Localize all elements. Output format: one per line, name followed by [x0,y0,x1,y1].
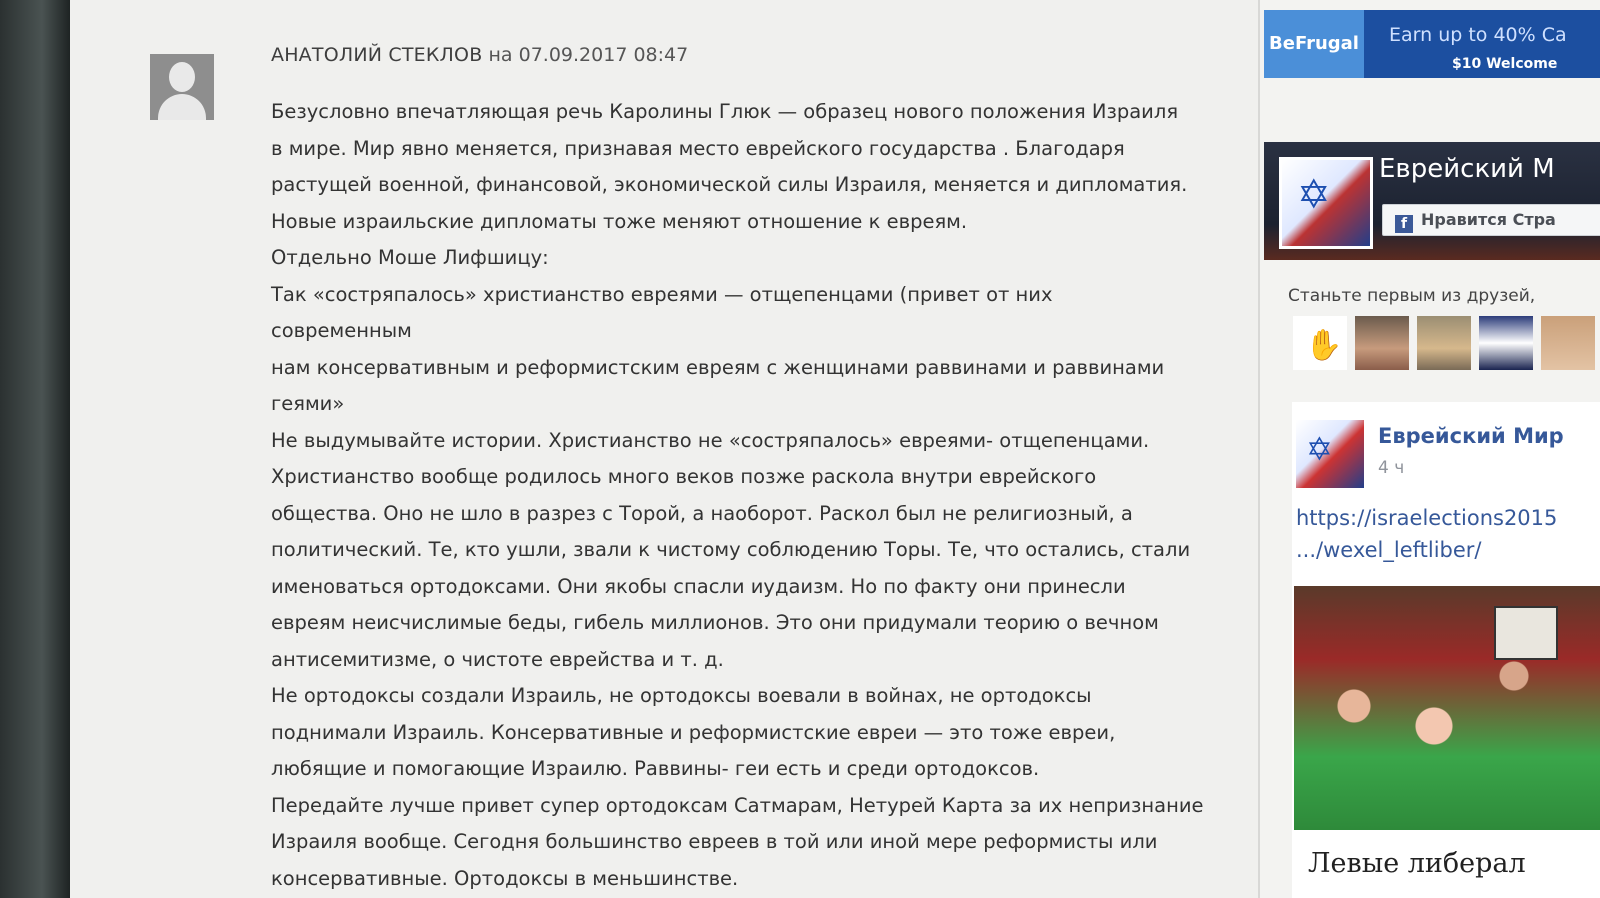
comment-on-label: на [488,44,513,66]
avatar [150,54,214,120]
ad-headline: Earn up to 40% Ca [1389,24,1567,46]
fb-post [1292,402,1600,898]
comment-line: Христианство вообще родилось много веков позже раскола внутри еврейского [271,465,1097,488]
fb-page-widget [1264,142,1600,260]
facebook-icon: f [1395,215,1413,233]
friend-avatar[interactable] [1417,316,1471,370]
comment-area [70,0,1258,898]
monitor-bezel [0,0,70,898]
friend-avatar[interactable] [1479,316,1533,370]
fb-like-button[interactable] [1382,204,1600,236]
star-of-david-icon: ✡ [1297,172,1331,218]
comment-datetime[interactable]: 07.09.2017 08:47 [518,44,689,66]
comment-line: политический. Те, кто ушли, звали к чистому соблюдению Торы. Те, что остались, стали [271,538,1191,561]
post-timestamp[interactable]: 4 ч [1378,458,1405,478]
comment-line: современным [271,319,412,342]
fb-page-title[interactable]: Еврейский М [1379,154,1555,184]
comment-line: Израиля вообще. Сегодня большинство евреев в той или иной мере реформисты или [271,830,1158,853]
protest-sign [1494,606,1558,660]
comment-line: Не выдумывайте истории. Христианство не «состряпалось» евреями- отщепенцами. [271,428,1150,452]
ad-logo: BeFrugal [1264,10,1364,78]
comment-line: поднимали Израиль. Консервативные и реформистские евреи — это тоже евреи, [271,720,1116,744]
post-image[interactable] [1294,586,1600,830]
comment-line: в мире. Мир явно меняется, признавая место еврейского государства . Благодаря [271,136,1125,160]
hand-icon: ✋ [1305,328,1343,363]
comment-line: евреям неисчислимые беды, гибель миллионов. Это они придумали теорию о вечном [271,611,1159,634]
comment-line: любящие и помогающие Израилю. Раввины- геи есть и среди ортодоксов. [271,757,1040,780]
friend-avatar[interactable] [1355,316,1409,370]
fb-friends-text: Станьте первым из друзей, [1288,286,1536,306]
comment-line: Не ортодоксы создали Израиль, не ортодоксы воевали в войнах, не ортодоксы [271,684,1092,707]
comment-line: Новые израильские дипломаты тоже меняют отношение к евреям. [271,209,968,233]
post-link-continued[interactable]: .../wexel_leftliber/ [1296,538,1482,562]
comment-line: Передайте лучше привет супер ортодоксам Сатмарам, Нетурей Карта за их непризнание [271,793,1204,817]
screen [70,0,1600,898]
comment-line: антисемитизме, о чистоте еврейства и т. д. [271,647,724,671]
comment-body [271,94,1204,897]
comment-line: геями» [271,392,345,415]
friend-avatar[interactable] [1293,316,1347,370]
sidebar [1260,0,1600,898]
post-caption[interactable]: Левые либерал [1308,848,1526,879]
post-page-avatar[interactable] [1296,420,1364,488]
star-of-david-icon: ✡ [1306,430,1333,468]
comment-line: Отдельно Моше Лифшицу: [271,246,549,269]
comment-line: Так «состряпалось» христианство евреями — отщепенцами (привет от них [271,282,1053,306]
post-page-name[interactable]: Еврейский Мир [1378,424,1564,448]
comment-line: общества. Оно не шло в разрез с Торой, а наоборот. Раскол был не религиозный, а [271,501,1133,525]
comment-line: нам консервативным и реформистским евреям с женщинами раввинами и раввинами [271,355,1165,379]
ad-banner[interactable] [1264,10,1600,78]
avatar-head-icon [169,62,195,92]
post-link[interactable]: https://israelections2015 [1296,506,1558,530]
comment-author[interactable]: АНАТОЛИЙ СТЕКЛОВ [271,44,483,66]
comment-line: именоваться ортодоксами. Они якобы спасли иудаизм. Но по факту они принесли [271,574,1126,598]
comment-line: консервативные. Ортодоксы в меньшинстве. [271,866,739,890]
comment-line: Безусловно впечатляющая речь Каролины Глюк — образец нового положения Израиля [271,100,1179,123]
fb-like-label: Нравится Стра [1421,210,1556,229]
fb-page-avatar[interactable] [1279,157,1373,249]
avatar-body-icon [158,94,206,120]
comment-line: растущей военной, финансовой, экономической силы Израиля, меняется и дипломатия. [271,173,1188,196]
fb-friends-row [1293,316,1598,370]
friend-avatar[interactable] [1541,316,1595,370]
comment-header [271,44,688,66]
ad-subline: $10 Welcome [1452,56,1558,72]
